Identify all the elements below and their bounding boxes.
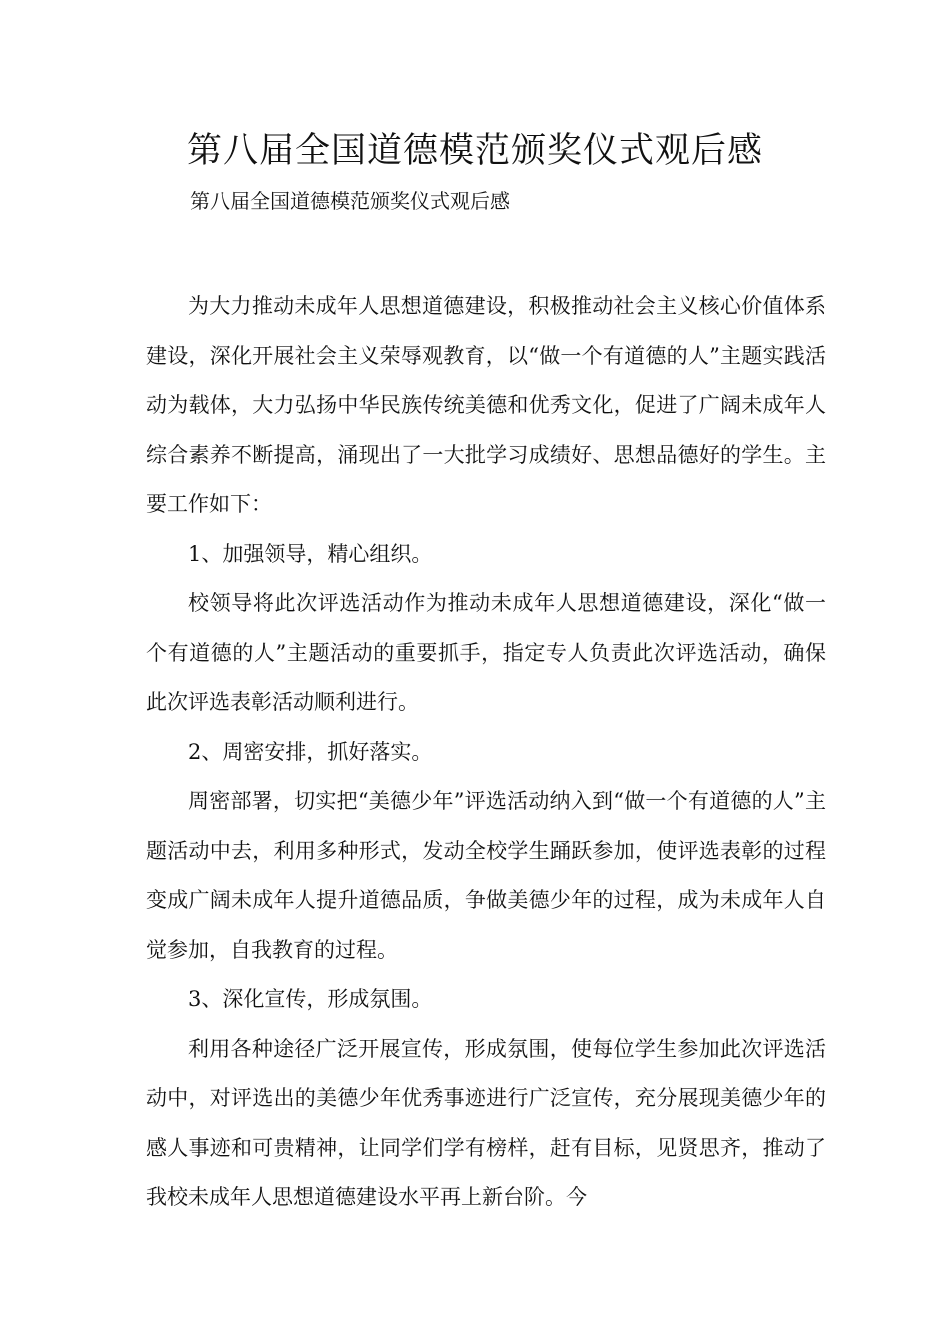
paragraph-section-2: 周密部署，切实把“美德少年”评选活动纳入到“做一个有道德的人”主题活动中去，利用多种形式，发动全校学生踊跃参加，使评选表彰的过程变成广阔未成年人提升道德品质，争做美德少年的过程，成为未成年人自觉参加，自我教育的过程。 bbox=[146, 789, 826, 962]
document-body bbox=[146, 282, 826, 1223]
section-heading-2: 2、周密安排，抓好落实。 bbox=[188, 739, 433, 764]
paragraph-intro: 为大力推动未成年人思想道德建设，积极推动社会主义核心价值体系建设，深化开展社会主义荣辱观教育，以“做一个有道德的人”主题实践活动为载体，大力弘扬中华民族传统美德和优秀文化，促进了广阔未成年人综合素养不断提高，涌现出了一大批学习成绩好、思想品德好的学生。主要工作如下： bbox=[146, 294, 826, 516]
page-title: 第八届全国道德模范颁奖仪式观后感 bbox=[186, 131, 763, 171]
section-heading-3: 3、深化宣传，形成氛围。 bbox=[188, 987, 433, 1011]
paragraph-section-1: 校领导将此次评选活动作为推动未成年人思想道德建设，深化“做一个有道德的人”主题活动的重要抓手，指定专人负责此次评选活动，确保此次评选表彰活动顺利进行。 bbox=[146, 591, 826, 714]
paragraph-section-3: 利用各种途径广泛开展宣传，形成氛围，使每位学生参加此次评选活动中，对评选出的美德少年优秀事迹进行广泛宣传，充分展现美德少年的感人事迹和可贵精神，让同学们学有榜样，赶有目标，见贤思齐，推动了我校未成年人思想道德建设水平再上新台阶。今 bbox=[146, 1036, 826, 1209]
document-subtitle: 第八届全国道德模范颁奖仪式观后感 bbox=[190, 189, 510, 213]
section-heading-1: 1、加强领导，精心组织。 bbox=[188, 541, 433, 566]
